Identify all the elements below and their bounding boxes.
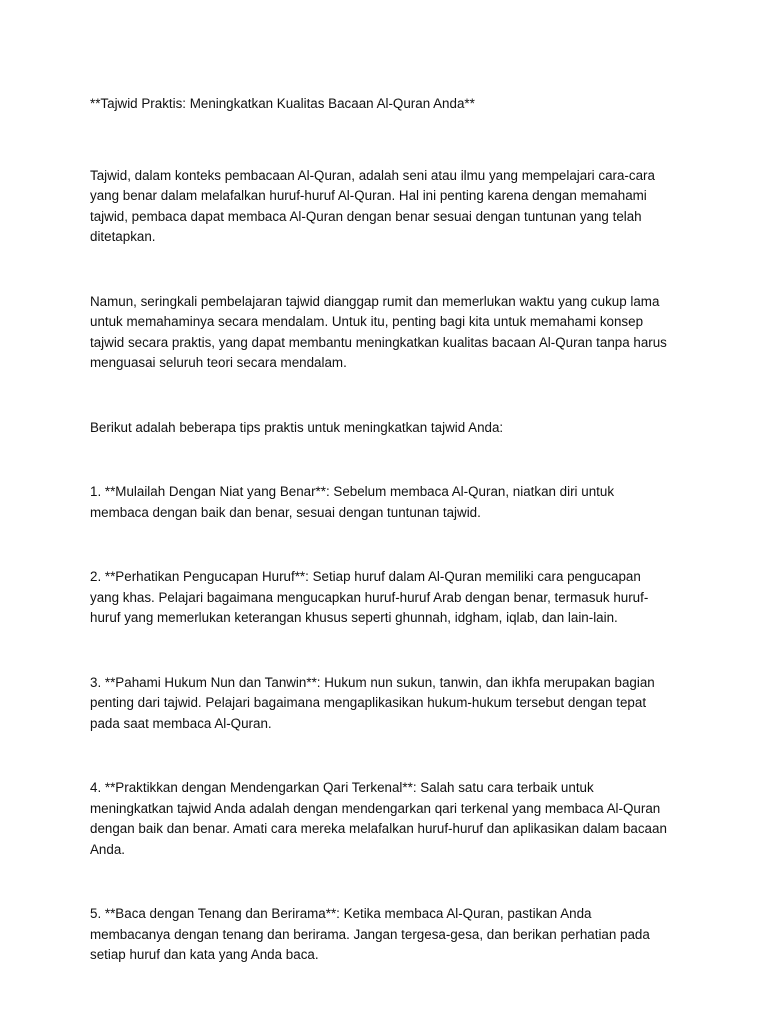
tip-1: 1. **Mulailah Dengan Niat yang Benar**: Sebelum membaca Al-Quran, niatkan diri untuk membaca dengan baik dan benar, sesuai dengan tuntunan tajwid. — [90, 484, 615, 520]
document-title: **Tajwid Praktis: Meningkatkan Kualitas Bacaan Al-Quran Anda** — [90, 96, 475, 111]
tips-intro: Berikut adalah beberapa tips praktis untuk meningkatkan tajwid Anda: — [90, 419, 504, 435]
tip-3: 3. **Pahami Hukum Nun dan Tanwin**: Hukum nun sukun, tanwin, dan ikhfa merupakan bagian penting dari tajwid. Pelajari bagaimana mengaplikasikan hukum-hukum tersebut dengan tepat pada saat membaca Al-Quran. — [90, 674, 655, 731]
tip-4: 4. **Praktikkan dengan Mendengarkan Qari Terkenal**: Salah satu cara terbaik untuk meningkatkan tajwid Anda adalah dengan mendengarkan qari terkenal yang membaca Al-Quran dengan baik dan benar. Amati cara mereka melafalkan huruf-huruf dan aplikasikan dalam bacaan Anda. — [90, 780, 667, 857]
intro-paragraph-1: Tajwid, dalam konteks pembacaan Al-Quran, adalah seni atau ilmu yang mempelajari cara-cara yang benar dalam melafalkan huruf-huruf Al-Quran. Hal ini penting karena dengan memahami tajwid, pembaca dapat membaca Al-Quran dengan benar sesuai dengan tuntunan yang telah ditetapkan. — [90, 167, 655, 244]
tip-2: 2. **Perhatikan Pengucapan Huruf**: Setiap huruf dalam Al-Quran memiliki cara pengucapan yang khas. Pelajari bagaimana mengucapkan huruf-huruf Arab dengan benar, termasuk huruf-huruf yang memerlukan keterangan khusus seperti ghunnah, idgham, iqlab, dan lain-lain. — [90, 569, 649, 625]
tip-5: 5. **Baca dengan Tenang dan Berirama**: Ketika membaca Al-Quran, pastikan Anda membacanya dengan tenang dan berirama. Jangan tergesa-gesa, dan berikan perhatian pada setiap huruf dan kata yang Anda baca. — [90, 906, 650, 962]
intro-paragraph-2: Namun, seringkali pembelajaran tajwid dianggap rumit dan memerlukan waktu yang cukup lama untuk memahaminya secara mendalam. Untuk itu, penting bagi kita untuk memahami konsep tajwid secara praktis, yang dapat membantu meningkatkan kualitas bacaan Al-Quran tanpa harus menguasai seluruh teori secara mendalam. — [90, 293, 667, 370]
